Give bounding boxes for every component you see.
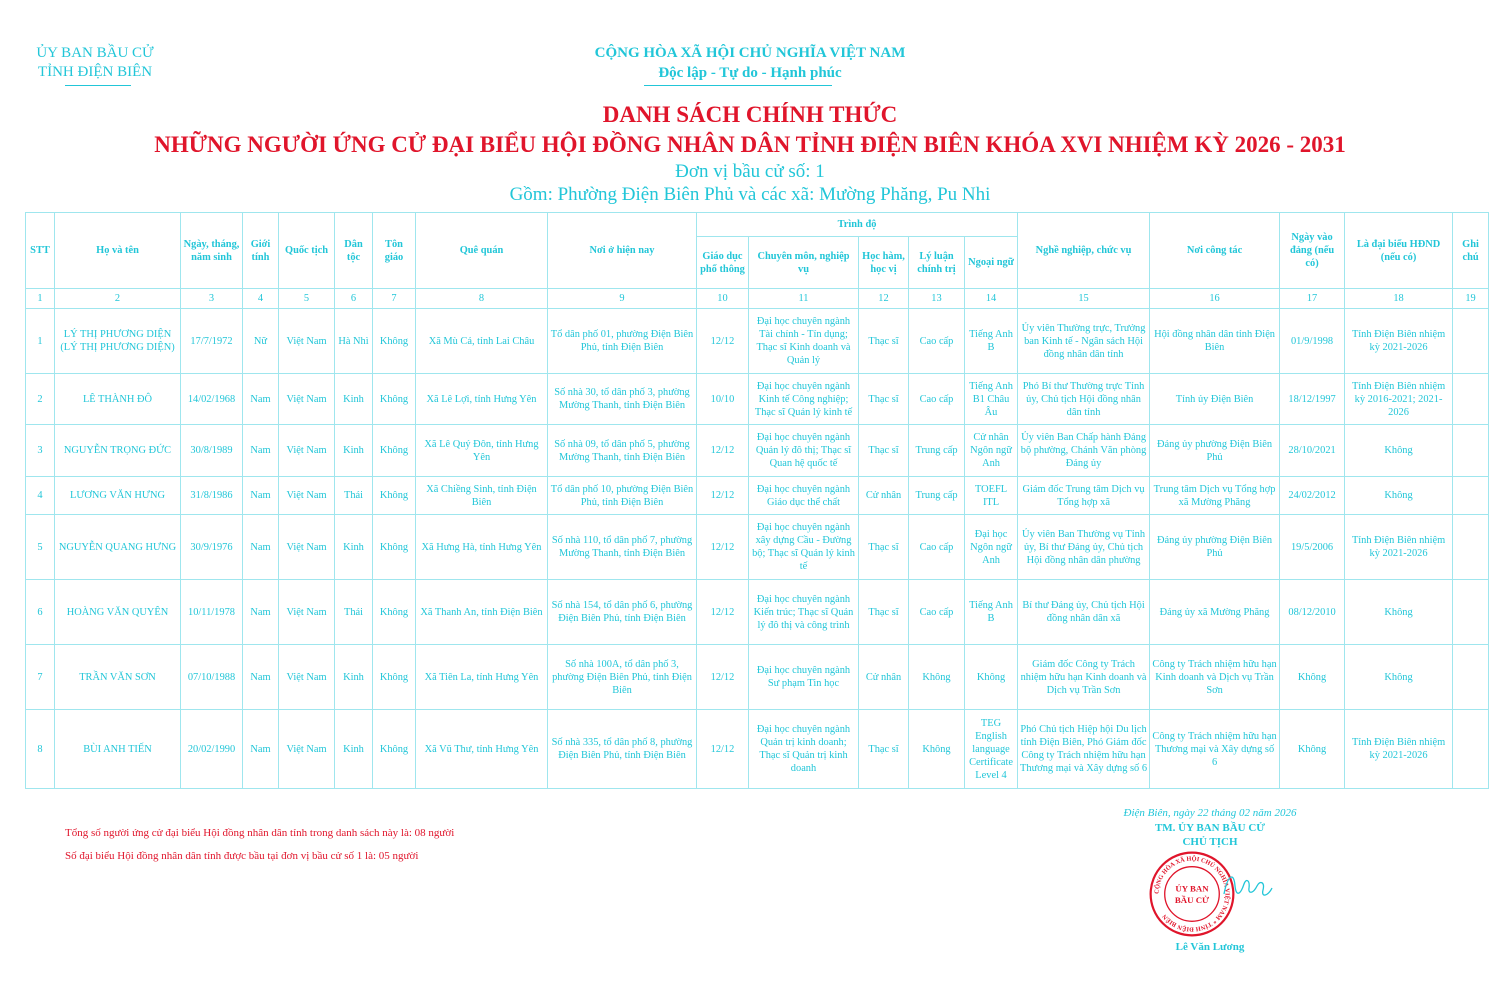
header-name: Họ và tên [55,213,181,289]
cell-stt: 5 [26,515,55,580]
cell-stt: 4 [26,477,55,515]
cell-delegate: Không [1345,425,1453,477]
cell-party-date: 19/5/2006 [1280,515,1345,580]
cell-ethnic: Thái [335,477,373,515]
cell-specialty: Đại học chuyên ngành Quản trị kinh doanh; Thạc sĩ Quản trị kinh doanh [749,710,859,789]
cell-politics: Trung cấp [909,425,965,477]
issuing-org-line1: ỦY BAN BẦU CỬ [36,45,154,61]
issuing-org-line2: TỈNH ĐIỆN BIÊN [37,64,153,80]
header-workplace: Nơi công tác [1150,213,1280,289]
table-row [26,374,1489,425]
cell-note [1453,309,1489,374]
cell-note [1453,425,1489,477]
cell-degree: Thạc sĩ [859,309,909,374]
cell-degree: Cử nhân [859,477,909,515]
cell-religion: Không [373,710,416,789]
header-religion: Tôn giáo [373,213,416,289]
cell-dob: 07/10/1988 [181,645,243,710]
elected-count-note: Số đại biểu Hội đồng nhân dân tỉnh được bầu tại đơn vị bầu cử số 1 là: 05 người [65,850,419,862]
column-number: 6 [335,289,373,309]
table-header [26,213,1489,309]
cell-delegate: Không [1345,477,1453,515]
cell-ethnic: Kinh [335,425,373,477]
cell-nationality: Việt Nam [279,580,335,645]
cell-specialty: Đại học chuyên ngành Tài chính - Tín dụng; Thạc sĩ Kinh doanh và Quản lý [749,309,859,374]
cell-residence: Số nhà 30, tổ dân phố 3, phường Mường Thanh, tỉnh Điện Biên [548,374,697,425]
place-date: Điện Biên, ngày 22 tháng 02 năm 2026 [1123,807,1297,819]
cell-general-edu: 12/12 [697,645,749,710]
cell-workplace: Hội đồng nhân dân tỉnh Điện Biên [1150,309,1280,374]
column-number: 17 [1280,289,1345,309]
cell-party-date: 08/12/2010 [1280,580,1345,645]
cell-occupation: Ủy viên Thường trực, Trưởng ban Kinh tế - Ngân sách Hội đồng nhân dân tỉnh [1018,309,1150,374]
cell-party-date: Không [1280,710,1345,789]
cell-name: LÝ THỊ PHƯƠNG DIỆN (LÝ THỊ PHƯƠNG DIỆN) [55,309,181,374]
column-number: 7 [373,289,416,309]
header-language: Ngoại ngữ [965,237,1018,289]
cell-nationality: Việt Nam [279,425,335,477]
cell-degree: Thạc sĩ [859,425,909,477]
cell-politics: Không [909,710,965,789]
cell-general-edu: 12/12 [697,710,749,789]
column-number: 14 [965,289,1018,309]
cell-language: Tiếng Anh B1 Châu Âu [965,374,1018,425]
cell-party-date: 01/9/1998 [1280,309,1345,374]
cell-stt: 7 [26,645,55,710]
cell-note [1453,710,1489,789]
cell-note [1453,477,1489,515]
column-number: 18 [1345,289,1453,309]
cell-nationality: Việt Nam [279,645,335,710]
cell-general-edu: 12/12 [697,515,749,580]
cell-delegate: Tỉnh Điện Biên nhiệm kỳ 2021-2026 [1345,515,1453,580]
column-number: 1 [26,289,55,309]
cell-politics: Cao cấp [909,580,965,645]
table-row [26,645,1489,710]
cell-hometown: Xã Vũ Thư, tỉnh Hưng Yên [416,710,548,789]
cell-general-edu: 12/12 [697,580,749,645]
cell-religion: Không [373,580,416,645]
cell-workplace: Đảng ủy phường Điện Biên Phủ [1150,515,1280,580]
cell-religion: Không [373,374,416,425]
cell-workplace: Tỉnh ủy Điện Biên [1150,374,1280,425]
cell-stt: 1 [26,309,55,374]
cell-dob: 20/02/1990 [181,710,243,789]
cell-delegate: Không [1345,645,1453,710]
table-row [26,515,1489,580]
cell-nationality: Việt Nam [279,515,335,580]
cell-ethnic: Kinh [335,374,373,425]
cell-hometown: Xã Mù Cả, tỉnh Lai Châu [416,309,548,374]
cell-occupation: Ủy viên Ban Chấp hành Đảng bộ phường, Chánh Văn phòng Đảng ủy [1018,425,1150,477]
motto-underline [644,85,832,86]
cell-occupation: Giám đốc Trung tâm Dịch vụ Tổng hợp xã [1018,477,1150,515]
cell-gender: Nam [243,374,279,425]
column-number: 13 [909,289,965,309]
cell-note [1453,645,1489,710]
header-occupation: Nghề nghiệp, chức vụ [1018,213,1150,289]
cell-delegate: Tỉnh Điện Biên nhiệm kỳ 2021-2026 [1345,309,1453,374]
handwritten-signature [1220,866,1275,906]
cell-name: NGUYỄN QUANG HƯNG [55,515,181,580]
cell-delegate: Tỉnh Điện Biên nhiệm kỳ 2021-2026 [1345,710,1453,789]
cell-hometown: Xã Lê Lợi, tỉnh Hưng Yên [416,374,548,425]
header-residence: Nơi ở hiện nay [548,213,697,289]
header-stt: STT [26,213,55,289]
header-general-edu: Giáo dục phổ thông [697,237,749,289]
cell-politics: Cao cấp [909,309,965,374]
cell-religion: Không [373,425,416,477]
table-body [26,309,1489,789]
sign-position: CHỦ TỊCH [1182,836,1238,848]
cell-occupation: Giám đốc Công ty Trách nhiệm hữu hạn Kinh doanh và Dịch vụ Trần Sơn [1018,645,1150,710]
column-number: 19 [1453,289,1489,309]
cell-note [1453,515,1489,580]
cell-workplace: Đảng ủy xã Mường Phăng [1150,580,1280,645]
signer-name: Lê Văn Lương [1175,941,1245,953]
header-degree: Học hàm, học vị [859,237,909,289]
cell-name: LƯƠNG VĂN HƯNG [55,477,181,515]
cell-dob: 30/9/1976 [181,515,243,580]
cell-occupation: Phó Bí thư Thường trực Tỉnh ủy, Chủ tịch Hội đồng nhân dân tỉnh [1018,374,1150,425]
cell-gender: Nam [243,645,279,710]
cell-dob: 30/8/1989 [181,425,243,477]
cell-hometown: Xã Tiên La, tỉnh Hưng Yên [416,645,548,710]
column-number: 9 [548,289,697,309]
cell-specialty: Đại học chuyên ngành Kiến trúc; Thạc sĩ Quản lý đô thị và công trình [749,580,859,645]
cell-language: Tiếng Anh B [965,309,1018,374]
cell-specialty: Đại học chuyên ngành Quản lý đô thị; Thạc sĩ Quan hệ quốc tế [749,425,859,477]
cell-degree: Cử nhân [859,645,909,710]
cell-ethnic: Kinh [335,710,373,789]
header-delegate: Là đại biểu HĐND (nếu có) [1345,213,1453,289]
cell-name: TRẦN VĂN SƠN [55,645,181,710]
cell-occupation: Ủy viên Ban Thường vụ Tỉnh ủy, Bí thư Đảng ủy, Chủ tịch Hội đồng nhân dân phường [1018,515,1150,580]
cell-language: TEG English language Certificate Level 4 [965,710,1018,789]
column-number: 3 [181,289,243,309]
cell-hometown: Xã Lê Quý Đôn, tỉnh Hưng Yên [416,425,548,477]
cell-occupation: Phó Chủ tịch Hiệp hội Du lịch tỉnh Điện Biên, Phó Giám đốc Công ty Trách nhiệm hữu hạn Thương mại và Xây dựng số 6 [1018,710,1150,789]
issuing-org [30,44,160,82]
cell-ethnic: Thái [335,580,373,645]
table-row [26,580,1489,645]
column-number: 11 [749,289,859,309]
cell-politics: Trung cấp [909,477,965,515]
table-row [26,309,1489,374]
cell-residence: Tổ dân phố 01, phường Điện Biên Phủ, tỉnh Điện Biên [548,309,697,374]
cell-specialty: Đại học chuyên ngành Giáo dục thể chất [749,477,859,515]
table-row [26,425,1489,477]
cell-gender: Nam [243,515,279,580]
cell-delegate: Không [1345,580,1453,645]
header-nationality: Quốc tịch [279,213,335,289]
cell-religion: Không [373,477,416,515]
cell-specialty: Đại học chuyên ngành Sư phạm Tin học [749,645,859,710]
cell-language: Cử nhân Ngôn ngữ Anh [965,425,1018,477]
cell-residence: Số nhà 110, tổ dân phố 7, phường Mường Thanh, tỉnh Điện Biên [548,515,697,580]
header-party-date: Ngày vào đảng (nếu có) [1280,213,1345,289]
cell-gender: Nam [243,580,279,645]
seal-center-line1: ỦY BAN [1175,883,1209,894]
header-ethnic: Dân tộc [335,213,373,289]
cell-workplace: Đảng ủy phường Điện Biên Phủ [1150,425,1280,477]
cell-religion: Không [373,645,416,710]
cell-nationality: Việt Nam [279,477,335,515]
cell-degree: Thạc sĩ [859,515,909,580]
table-row [26,710,1489,789]
cell-language: Đại học Ngôn ngữ Anh [965,515,1018,580]
cell-gender: Nam [243,477,279,515]
cell-general-edu: 12/12 [697,477,749,515]
national-motto: Độc lập - Tự do - Hạnh phúc [658,65,842,81]
cell-hometown: Xã Chiềng Sinh, tỉnh Điện Biên [416,477,548,515]
column-number: 5 [279,289,335,309]
total-candidates-note: Tổng số người ứng cử đại biểu Hội đồng nhân dân tỉnh trong danh sách này là: 08 người [65,827,455,839]
electoral-scope: Gồm: Phường Điện Biên Phủ và các xã: Mường Phăng, Pu Nhi [509,184,991,205]
cell-dob: 31/8/1986 [181,477,243,515]
cell-language: Không [965,645,1018,710]
cell-specialty: Đại học chuyên ngành Kinh tế Công nghiệp; Thạc sĩ Quản lý kinh tế [749,374,859,425]
cell-party-date: 24/02/2012 [1280,477,1345,515]
cell-hometown: Xã Hưng Hà, tỉnh Hưng Yên [416,515,548,580]
header-politics: Lý luận chính trị [909,237,965,289]
cell-delegate: Tỉnh Điện Biên nhiệm kỳ 2016-2021; 2021-2026 [1345,374,1453,425]
cell-specialty: Đại học chuyên ngành xây dựng Cầu - Đường bộ; Thạc sĩ Quản lý kinh tế [749,515,859,580]
column-number: 4 [243,289,279,309]
cell-party-date: Không [1280,645,1345,710]
column-number: 8 [416,289,548,309]
cell-religion: Không [373,515,416,580]
cell-name: HOÀNG VĂN QUYÊN [55,580,181,645]
cell-religion: Không [373,309,416,374]
cell-nationality: Việt Nam [279,374,335,425]
cell-residence: Số nhà 335, tổ dân phố 8, phường Điện Biên Phủ, tỉnh Điện Biên [548,710,697,789]
cell-general-edu: 12/12 [697,309,749,374]
table-row [26,477,1489,515]
cell-name: NGUYỄN TRỌNG ĐỨC [55,425,181,477]
cell-degree: Thạc sĩ [859,374,909,425]
column-number-row [26,289,1489,309]
cell-residence: Tổ dân phố 10, phường Điện Biên Phủ, tỉnh Điện Biên [548,477,697,515]
cell-note [1453,580,1489,645]
cell-workplace: Trung tâm Dịch vụ Tổng hợp xã Mường Phăng [1150,477,1280,515]
column-number: 10 [697,289,749,309]
cell-language: Tiếng Anh B [965,580,1018,645]
cell-name: BÙI ANH TIẾN [55,710,181,789]
header-specialty: Chuyên môn, nghiệp vụ [749,237,859,289]
document-subtitle: NHỮNG NGƯỜI ỨNG CỬ ĐẠI BIỂU HỘI ĐỒNG NHÂN DÂN TỈNH ĐIỆN BIÊN KHÓA XVI NHIỆM KỲ 2026 - 2031 [154,132,1346,157]
column-number: 16 [1150,289,1280,309]
cell-stt: 6 [26,580,55,645]
cell-dob: 14/02/1968 [181,374,243,425]
cell-workplace: Công ty Trách nhiệm hữu hạn Kinh doanh và Dịch vụ Trần Sơn [1150,645,1280,710]
column-number: 2 [55,289,181,309]
cell-ethnic: Hà Nhì [335,309,373,374]
cell-stt: 2 [26,374,55,425]
org-underline [65,85,131,86]
candidate-table [25,212,1489,789]
cell-general-edu: 12/12 [697,425,749,477]
cell-ethnic: Kinh [335,515,373,580]
header-gender: Giới tính [243,213,279,289]
cell-gender: Nam [243,425,279,477]
cell-hometown: Xã Thanh An, tỉnh Điện Biên [416,580,548,645]
cell-dob: 10/11/1978 [181,580,243,645]
cell-occupation: Bí thư Đảng ủy, Chủ tịch Hội đồng nhân dân xã [1018,580,1150,645]
cell-degree: Thạc sĩ [859,580,909,645]
cell-residence: Số nhà 100A, tổ dân phố 3, phường Điện Biên Phủ, tỉnh Điện Biên [548,645,697,710]
cell-name: LÊ THÀNH ĐÔ [55,374,181,425]
column-number: 15 [1018,289,1150,309]
cell-politics: Không [909,645,965,710]
seal-ring-text: CỘNG HÒA XÃ HỘI CHỦ NGHĨA VIỆT NAM * TỈNH ĐIỆN BIÊN [1153,855,1231,933]
header-note: Ghi chú [1453,213,1489,289]
cell-nationality: Việt Nam [279,309,335,374]
cell-gender: Nữ [243,309,279,374]
cell-politics: Cao cấp [909,374,965,425]
cell-language: TOEFL ITL [965,477,1018,515]
cell-stt: 8 [26,710,55,789]
header-dob: Ngày, tháng, năm sinh [181,213,243,289]
cell-workplace: Công ty Trách nhiệm hữu hạn Thương mại và Xây dựng số 6 [1150,710,1280,789]
national-title: CỘNG HÒA XÃ HỘI CHỦ NGHĨA VIỆT NAM [594,45,906,61]
cell-dob: 17/7/1972 [181,309,243,374]
column-number: 12 [859,289,909,309]
cell-general-edu: 10/10 [697,374,749,425]
cell-ethnic: Kinh [335,645,373,710]
cell-degree: Thạc sĩ [859,710,909,789]
seal-center-line2: BẦU CỬ [1174,894,1210,905]
cell-party-date: 18/12/1997 [1280,374,1345,425]
header-hometown: Quê quán [416,213,548,289]
sign-organization: TM. ỦY BAN BẦU CỬ [1154,822,1266,834]
electoral-unit: Đơn vị bầu cử số: 1 [675,161,825,182]
cell-stt: 3 [26,425,55,477]
cell-note [1453,374,1489,425]
document-title: DANH SÁCH CHÍNH THỨC [602,102,898,127]
header-education-group: Trình độ [697,213,1018,237]
cell-residence: Số nhà 154, tổ dân phố 6, phường Điện Biên Phủ, tỉnh Điện Biên [548,580,697,645]
cell-politics: Cao cấp [909,515,965,580]
cell-party-date: 28/10/2021 [1280,425,1345,477]
cell-nationality: Việt Nam [279,710,335,789]
cell-gender: Nam [243,710,279,789]
cell-residence: Số nhà 09, tổ dân phố 5, phường Mường Thanh, tỉnh Điện Biên [548,425,697,477]
